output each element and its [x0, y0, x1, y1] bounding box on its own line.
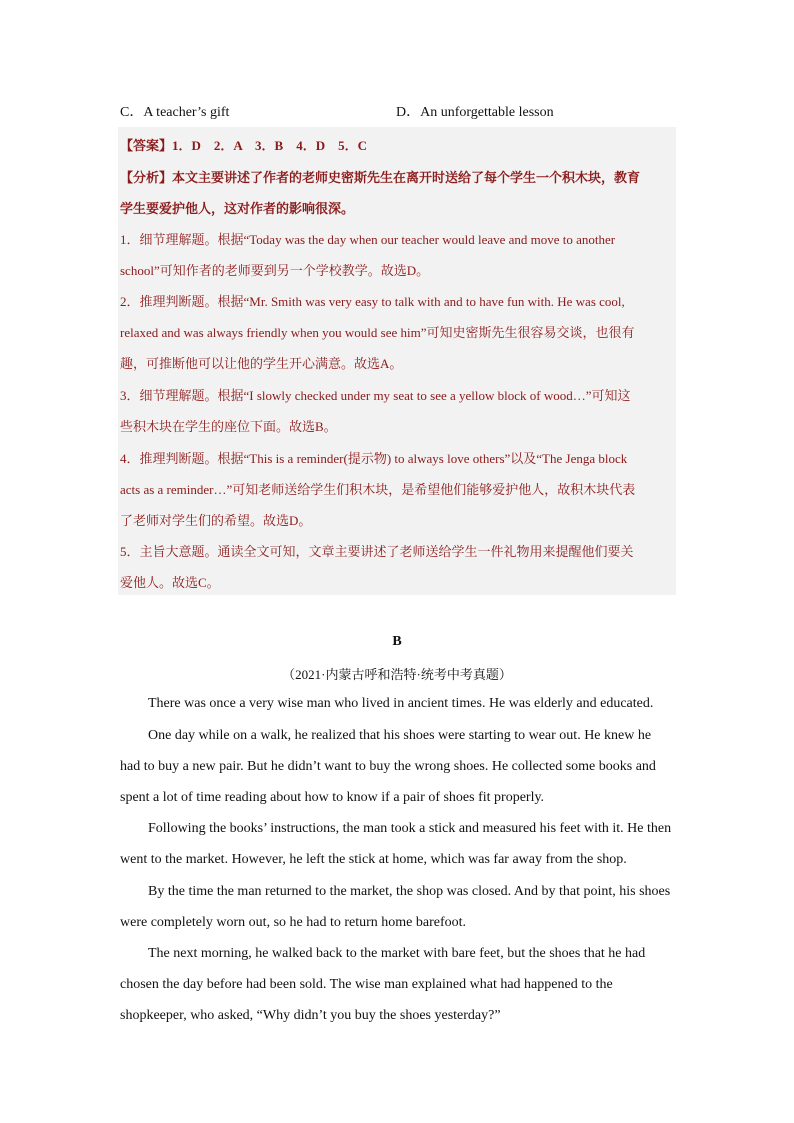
section-source: （2021·内蒙古呼和浩特·统考中考真题） [282, 667, 512, 682]
passage-line: The next morning, he walked back to the market with bare feet, but the shoes that he had [148, 946, 646, 961]
passage-line: One day while on a walk, he realized that his shoes were starting to wear out. He knew he [148, 728, 652, 743]
explanation-line: 3．细节理解题。根据“I slowly checked under my seat to see a yellow block of wood…”可知这 [120, 388, 631, 403]
explanation-line: acts as a reminder…”可知老师送给学生们积木块，是希望他们能够爱护他人，故积木块代表 [120, 482, 636, 497]
section-title: B [392, 634, 402, 649]
passage-line: had to buy a new pair. But he didn’t want to buy the wrong shoes. He collected some books and [120, 759, 656, 774]
option-d: D．An unforgettable lesson [396, 105, 554, 120]
answer-analysis-box [118, 127, 676, 595]
answer-key: 【答案】1．D 2．A 3．B 4．D 5．C [120, 138, 368, 153]
analysis-line: 【分析】本文主要讲述了作者的老师史密斯先生在离开时送给了每个学生一个积木块，教育 [120, 170, 641, 185]
passage-line: chosen the day before had been sold. The wise man explained what had happened to the [120, 977, 613, 992]
answer-options [120, 101, 680, 123]
passage-line: By the time the man returned to the market, the shop was closed. And by that point, his shoes [148, 884, 671, 899]
explanation-line: 了老师对学生们的希望。故选D。 [120, 513, 312, 528]
passage-line: There was once a very wise man who lived in ancient times. He was elderly and educated. [148, 696, 654, 711]
explanation-line: 爱他人。故选C。 [120, 575, 220, 590]
passage-line: shopkeeper, who asked, “Why didn’t you buy the shoes yesterday?” [120, 1008, 501, 1023]
explanation-line: 2．推理判断题。根据“Mr. Smith was very easy to talk with and to have fun with. He was cool, [120, 294, 625, 309]
explanation-line: school”可知作者的老师要到另一个学校教学。故选D。 [120, 263, 430, 278]
explanation-line: 5．主旨大意题。通读全文可知，文章主要讲述了老师送给学生一件礼物用来提醒他们要关 [120, 544, 634, 559]
explanation-line: relaxed and was always friendly when you would see him”可知史密斯先生很容易交谈，也很有 [120, 325, 635, 340]
passage-line: Following the books’ instructions, the man took a stick and measured his feet with it. He then [148, 821, 672, 836]
passage-line: were completely worn out, so he had to return home barefoot. [120, 915, 467, 930]
option-c: C．A teacher’s gift [120, 105, 230, 120]
analysis-line: 学生要爱护他人，这对作者的影响很深。 [120, 201, 355, 216]
explanation-line: 4．推理判断题。根据“This is a reminder(提示物) to always love others”以及“The Jenga block [120, 451, 628, 466]
explanation-line: 1．细节理解题。根据“Today was the day when our teacher would leave and move to another [120, 232, 616, 247]
explanation-line: 趣，可推断他可以让他的学生开心满意。故选A。 [120, 356, 403, 371]
explanation-line: 些积木块在学生的座位下面。故选B。 [120, 419, 337, 434]
passage-line: spent a lot of time reading about how to know if a pair of shoes fit properly. [120, 790, 545, 805]
passage-line: went to the market. However, he left the stick at home, which was far away from the shop. [120, 852, 627, 867]
